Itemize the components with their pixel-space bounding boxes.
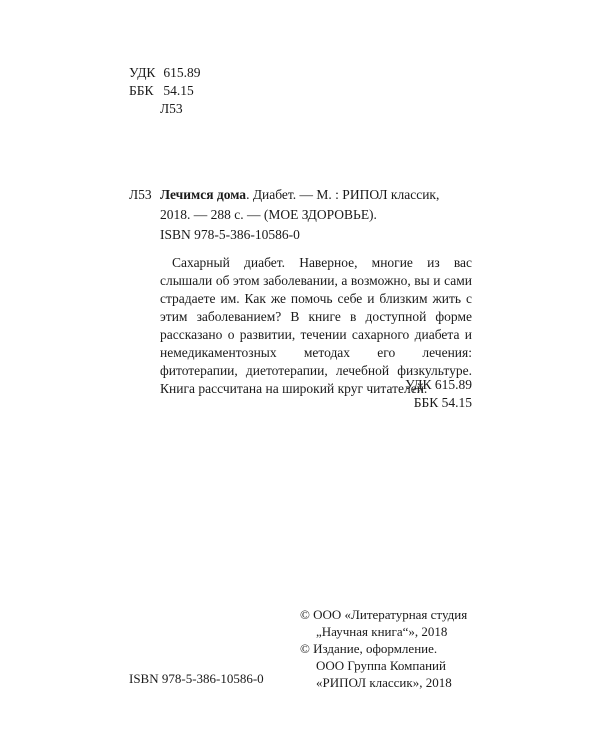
bbk-value: 54.15 [163,83,194,98]
isbn-main: ISBN 978-5-386-10586-0 [160,227,300,242]
book-title: Лечимся дома [160,187,247,202]
copyright-line-5: «РИПОЛ классик», 2018 [316,675,452,690]
bbk-top-row [129,82,194,100]
udk-label: УДК [129,65,156,80]
udk-top-row [129,64,201,82]
description-line-2: 2018. — 288 с. — (МОЕ ЗДОРОВЬЕ). [160,207,377,222]
bbk-label: ББК [129,83,154,98]
author-sign: Л53 [129,187,152,202]
copyright-line-4: ООО Группа Компаний [316,658,446,673]
udk-value: 615.89 [163,65,201,80]
description-line-1: . Диабет. — М. : РИПОЛ классик, [246,187,440,202]
annotation: Сахарный диабет. Наверное, многие из вас слышали об этом заболевании, а возможно, вы и сами страдаете им. Как же помочь себе и близким жить с этим заболеванием? В книге в доступной форме рассказано о развитии, течении сахарного диабета и немедикаментозных методах его лечения: фитотерапии, диетотерапии, лечебной физкультуре. Книга рассчитана на широкий круг читателей. [160,255,472,396]
bibliographic-description [160,185,472,225]
udk-bottom: УДК 615.89 [405,377,472,392]
copyright-line-1: © ООО «Литературная студия [300,607,468,622]
copyright-line-3: © Издание, оформление. [300,641,438,656]
bbk-bottom: ББК 54.15 [413,395,472,410]
author-sign-top: Л53 [160,101,183,116]
copyright-line-2: „Научная книга“», 2018 [316,624,448,639]
isbn-footer: ISBN 978-5-386-10586-0 [129,671,264,686]
